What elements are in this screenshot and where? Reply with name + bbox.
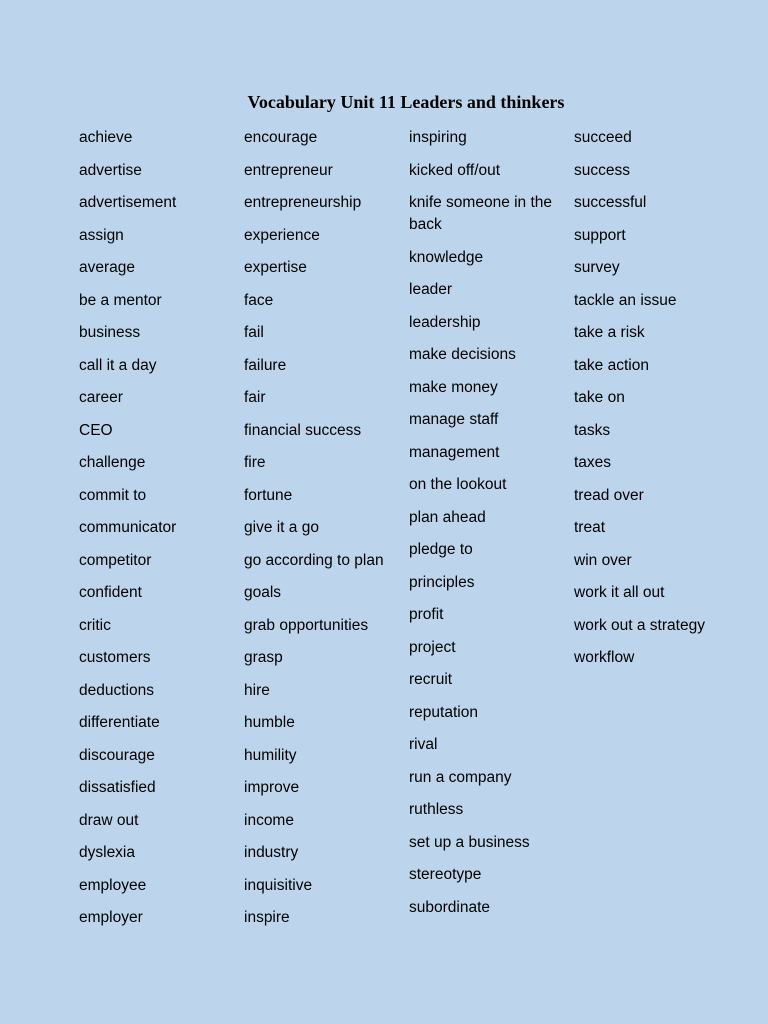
vocab-term: inquisitive bbox=[244, 876, 313, 894]
vocab-term: inspire bbox=[244, 909, 290, 926]
vocab-term: grasp bbox=[244, 649, 283, 666]
vocab-term: win over bbox=[574, 551, 632, 569]
vocab-term: failure bbox=[244, 356, 287, 374]
vocab-term: succeed bbox=[574, 129, 632, 146]
vocab-term: draw out bbox=[79, 811, 139, 829]
vocab-term: confident bbox=[79, 584, 142, 601]
vocab-term: be a mentor bbox=[79, 291, 162, 309]
vocab-term: subordinate bbox=[409, 898, 491, 916]
vocab-term: treat bbox=[574, 519, 606, 536]
vocab-term: go according to plan bbox=[244, 551, 384, 569]
vocab-term: workflow bbox=[574, 649, 635, 666]
vocab-term: goals bbox=[244, 584, 282, 601]
vocab-term: support bbox=[574, 226, 626, 244]
vocab-term: take on bbox=[574, 389, 625, 406]
vocab-term: fortune bbox=[244, 486, 293, 504]
vocab-term: take action bbox=[574, 356, 649, 374]
vocab-term: grab opportunities bbox=[244, 616, 369, 634]
vocab-term: on the lookout bbox=[409, 476, 507, 493]
vocab-term: tackle an issue bbox=[574, 291, 677, 309]
vocab-term: successful bbox=[574, 194, 647, 211]
vocab-term: dyslexia bbox=[79, 844, 135, 861]
vocab-term: tasks bbox=[574, 421, 611, 439]
vocab-term: knife someone in the back bbox=[409, 194, 553, 233]
vocab-column-1 bbox=[79, 127, 239, 940]
vocab-term: take a risk bbox=[574, 324, 645, 341]
vocab-term: entrepreneurship bbox=[244, 194, 362, 211]
vocab-term: success bbox=[574, 161, 630, 179]
vocab-term: fail bbox=[244, 324, 264, 341]
vocab-term: competitor bbox=[79, 551, 152, 569]
vocab-term: leader bbox=[409, 281, 453, 298]
vocab-term: communicator bbox=[79, 519, 177, 536]
vocab-term: experience bbox=[244, 226, 320, 244]
vocab-term: rival bbox=[409, 736, 438, 753]
vocab-term: survey bbox=[574, 259, 620, 276]
vocab-term: make money bbox=[409, 378, 498, 396]
vocab-term: taxes bbox=[574, 454, 612, 471]
page-title: Vocabulary Unit 11 Leaders and thinkers bbox=[247, 92, 565, 112]
vocab-term: encourage bbox=[244, 129, 318, 146]
vocab-term: principles bbox=[409, 573, 475, 591]
vocab-term: critic bbox=[79, 616, 111, 634]
vocab-term: commit to bbox=[79, 486, 147, 504]
vocab-term: knowledge bbox=[409, 248, 484, 266]
vocab-term: dissatisfied bbox=[79, 779, 156, 796]
vocab-term: entrepreneur bbox=[244, 161, 333, 179]
vocab-term: income bbox=[244, 811, 294, 829]
vocab-term: industry bbox=[244, 844, 299, 861]
vocab-term: stereotype bbox=[409, 866, 482, 883]
vocab-term: advertise bbox=[79, 161, 142, 179]
vocab-term: manage staff bbox=[409, 411, 499, 428]
vocab-term: advertisement bbox=[79, 194, 177, 211]
vocab-term: run a company bbox=[409, 768, 512, 786]
vocab-term: leadership bbox=[409, 313, 481, 331]
vocab-term: work out a strategy bbox=[574, 616, 705, 634]
vocab-term: humility bbox=[244, 746, 297, 764]
vocab-term: kicked off/out bbox=[409, 161, 501, 179]
vocab-term: ruthless bbox=[409, 801, 464, 818]
vocab-term: achieve bbox=[79, 129, 133, 146]
vocab-term: plan ahead bbox=[409, 508, 486, 526]
vocab-term: customers bbox=[79, 649, 151, 666]
vocab-term: career bbox=[79, 389, 123, 406]
vocab-term: differentiate bbox=[79, 714, 160, 731]
vocab-term: work it all out bbox=[574, 584, 665, 601]
vocab-term: financial success bbox=[244, 421, 362, 439]
vocab-term: profit bbox=[409, 606, 444, 623]
vocab-term: call it a day bbox=[79, 356, 157, 374]
vocab-term: reputation bbox=[409, 703, 478, 721]
vocab-column-3 bbox=[409, 127, 571, 929]
vocab-term: make decisions bbox=[409, 346, 516, 363]
vocab-term: project bbox=[409, 638, 456, 656]
vocab-term: set up a business bbox=[409, 833, 530, 851]
vocab-column-2 bbox=[244, 127, 404, 940]
vocab-term: inspiring bbox=[409, 129, 467, 146]
vocab-term: assign bbox=[79, 226, 124, 244]
vocab-term: business bbox=[79, 324, 141, 341]
vocab-term: improve bbox=[244, 779, 300, 796]
vocab-term: face bbox=[244, 291, 274, 309]
vocab-term: fair bbox=[244, 389, 266, 406]
vocab-term: deductions bbox=[79, 681, 154, 699]
vocab-term: give it a go bbox=[244, 519, 319, 536]
vocab-term: challenge bbox=[79, 454, 146, 471]
vocab-term: average bbox=[79, 259, 136, 276]
vocab-term: hire bbox=[244, 681, 270, 699]
vocab-term: tread over bbox=[574, 486, 644, 504]
vocab-term: fire bbox=[244, 454, 266, 471]
vocab-term: pledge to bbox=[409, 541, 473, 558]
vocab-term: employee bbox=[79, 876, 147, 894]
vocab-term: recruit bbox=[409, 671, 453, 688]
vocab-term: employer bbox=[79, 909, 143, 926]
vocab-term: expertise bbox=[244, 259, 307, 276]
vocab-term: management bbox=[409, 443, 500, 461]
vocab-term: discourage bbox=[79, 746, 155, 764]
vocab-term: CEO bbox=[79, 421, 113, 439]
vocab-term: humble bbox=[244, 714, 295, 731]
vocab-column-4 bbox=[574, 127, 749, 680]
